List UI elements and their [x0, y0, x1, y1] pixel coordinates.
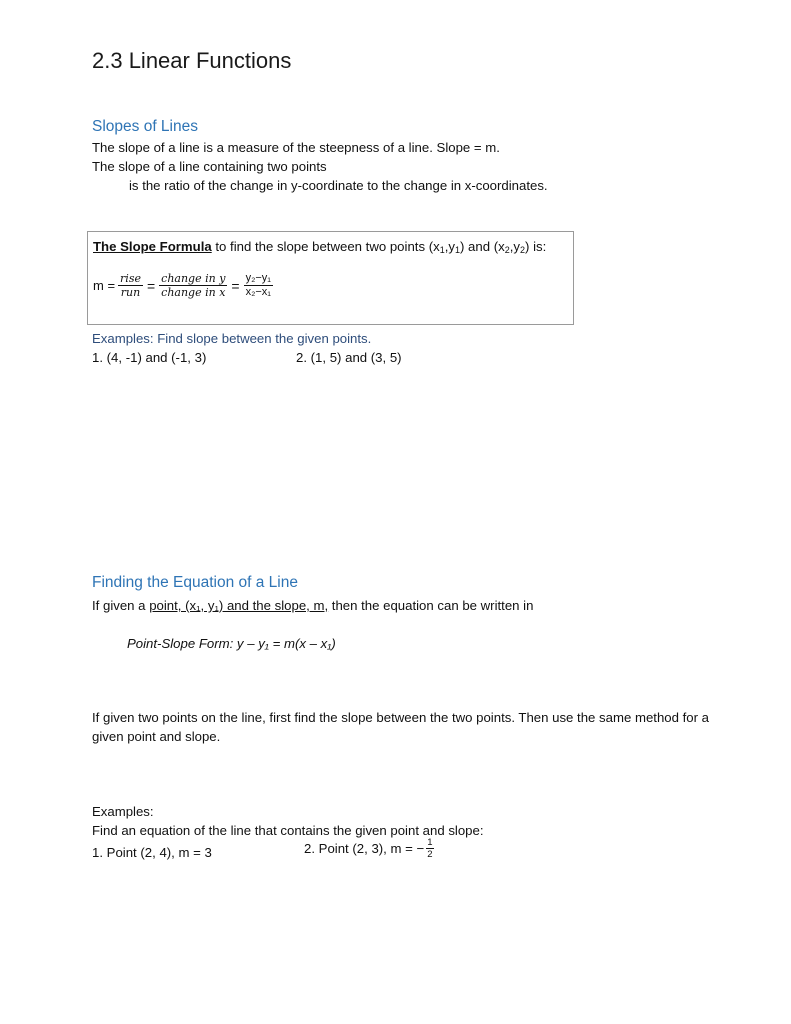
change-y-text: change in y	[161, 272, 226, 285]
one-half-fraction	[426, 837, 433, 860]
equation-intro-underlined: point, (x₁, y₁) and the slope, m,	[149, 598, 329, 613]
slope-formula-box	[87, 231, 574, 325]
example-2-1: 1. Point (2, 4), m = 3	[92, 845, 212, 860]
formula-text-a: to find the slope between two points (x	[211, 239, 440, 254]
formula-description	[93, 237, 546, 260]
equation-intro-b: then the equation can be written in	[328, 598, 534, 613]
y-diff-text: y₂−y₁	[245, 272, 272, 284]
example-1-2: 2. (1, 5) and (3, 5)	[296, 350, 402, 365]
slopes-heading: Slopes of Lines	[92, 118, 198, 135]
formula-sub-1: 1	[439, 245, 445, 255]
examples-1-heading: Examples: Find slope between the given points.	[92, 331, 372, 346]
equals-1: =	[146, 277, 156, 294]
rise-text: rise	[120, 272, 141, 285]
coordinate-fraction	[244, 272, 273, 299]
point-slope-form	[127, 634, 336, 653]
two-points-line-1: If given two points on the line, first find the slope between the two points. Then use the same method for a	[92, 710, 710, 725]
formula-text-d: ,y	[509, 239, 520, 254]
formula-sub-3: 2	[504, 245, 510, 255]
slope-equation	[93, 272, 273, 299]
psf-formula: : y – y₁ = m(x – x₁)	[229, 636, 336, 651]
page-title: 2.3 Linear Functions	[92, 48, 292, 73]
half-numerator: 1	[427, 837, 433, 848]
examples-2-instruction: Find an equation of the line that contains the given point and slope:	[92, 823, 484, 838]
formula-label: The Slope Formula	[93, 239, 212, 254]
two-points-line-2: given point and slope.	[92, 729, 221, 744]
change-fraction	[159, 272, 227, 299]
formula-text-c: ) and (x	[460, 239, 505, 254]
examples-2-label: Examples:	[92, 804, 154, 819]
formula-sub-2: 1	[454, 245, 460, 255]
equation-intro-a: If given a	[92, 598, 150, 613]
m-equals: m =	[93, 278, 116, 293]
equation-heading: Finding the Equation of a Line	[92, 574, 298, 591]
slopes-line-3: is the ratio of the change in y-coordinate to the change in x-coordinates.	[129, 178, 548, 193]
equation-intro	[92, 596, 533, 615]
half-denominator: 2	[427, 849, 433, 860]
example-2-2	[304, 837, 434, 860]
change-x-text: change in x	[161, 286, 226, 299]
example-1-1: 1. (4, -1) and (-1, 3)	[92, 350, 207, 365]
slopes-line-1: The slope of a line is a measure of the steepness of a line. Slope = m.	[92, 140, 500, 155]
slopes-line-2: The slope of a line containing two points	[92, 159, 327, 174]
example-2-2-text: 2. Point (2, 3), m = −	[304, 841, 425, 856]
run-text: run	[120, 286, 141, 299]
rise-over-run	[118, 272, 143, 299]
x-diff-text: x₂−x₁	[245, 286, 272, 298]
equals-2: =	[231, 277, 240, 294]
formula-sub-4: 2	[520, 245, 526, 255]
formula-text-b: ,y	[444, 239, 455, 254]
formula-text-e: ) is:	[525, 239, 547, 254]
psf-label: Point-Slope Form	[127, 636, 230, 651]
